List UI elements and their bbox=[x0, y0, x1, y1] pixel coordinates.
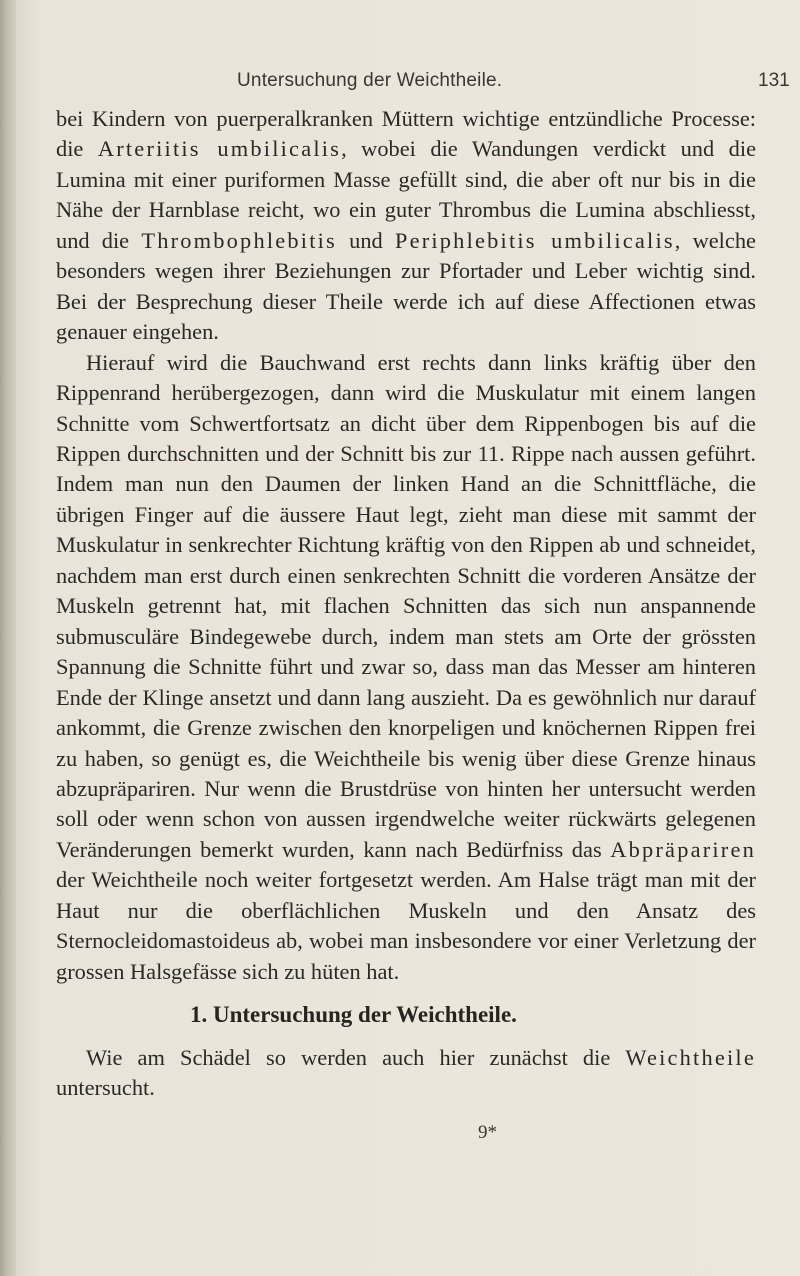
paragraph-1 bbox=[56, 104, 756, 348]
paragraph-2-part-b: der Weichtheile noch weiter fortgesetzt werden. Am Halse trägt man mit der Haut nur die oberflächlichen Muskeln und den Ansatz des Sternocleidomastoideus ab, wobei man insbesondere vor einer Verletzung der grossen Halsgefässe sich zu hüten hat. bbox=[56, 867, 756, 984]
signature-mark: 9* bbox=[478, 1122, 497, 1143]
section-paragraph-text bbox=[56, 1043, 756, 1103]
paragraph-1-part-d: , welche besonders wegen ihrer Beziehungen zur Pfortader und Leber wichtig sind. Bei der Besprechung dieser Theile werde ich auf diese Affectionen etwas genauer eingehen. bbox=[56, 227, 756, 345]
term-arteriitis-umbilicalis: Arteriitis umbilicalis bbox=[97, 136, 342, 162]
paragraph-1-part-c: und bbox=[336, 227, 395, 253]
paragraph-1-part-a: bei Kindern von puerperalkranken Müttern wichtige entzündliche Processe: die bbox=[56, 106, 756, 162]
paragraph-1-part-b: , wobei die Wandungen verdickt und die Lumina mit einer puriformen Masse gefüllt sind, die aber oft nur bis in die Nähe der Harnblase reicht, wo ein guter Thrombus die Lumina abschliesst, und die bbox=[56, 136, 757, 253]
paragraph-2 bbox=[56, 348, 756, 988]
body-text bbox=[56, 104, 756, 987]
term-abpraepariren: Abpräpariren bbox=[610, 836, 756, 862]
term-weichtheile: Weichtheile bbox=[625, 1045, 756, 1070]
paragraph-2-part-a: Hierauf wird die Bauchwand erst rechts dann links kräftig über den Rippenrand herübergezogen, dann wird die Muskulatur mit einem langen Schnitte vom Schwertfortsatz an dicht über dem Rippenbogen bis auf die Rippen durchschnitten und der Schnitt bis zur 11. Rippe nach aussen geführt. Indem man nun den Daumen der linken Hand an die Schnittfläche, die übrigen Finger auf die äussere Haut legt, zieht man diese mit sammt der Muskulatur in senkrechter Richtung kräftig von den Rippen ab und schneidet, nachdem man erst durch einen senkrechten Schnitt die vorderen Ansätze der Muskeln getrennt hat, mit flachen Schnitten das sich nun anspannende submusculäre Bindegewebe durch, indem man stets am Orte der grössten Spannung die Schnitte führt und zwar so, dass man das Messer am hinteren Ende der Klinge ansetzt und dann lang auszieht. Da es gewöhnlich nur darauf ankommt, die Grenze zwischen den knorpeligen und knöchernen Rippen frei zu haben, so genügt es, die Weichtheile bis wenig über diese Grenze hinaus abzupräpariren. Nur wenn die Brustdrüse von hinten her untersucht werden soll oder wenn schon von aussen irgendwelche weiter rückwärts gelegenen Veränderungen bemerkt wurden, kann nach Bedürfniss das bbox=[56, 349, 756, 862]
section-paragraph bbox=[56, 1043, 756, 1103]
term-periphlebitis-umbilicalis: Periphlebitis umbilicalis bbox=[394, 227, 675, 253]
page-header bbox=[0, 70, 800, 98]
page-number: 131 bbox=[758, 70, 790, 91]
section-text-part-b: untersucht. bbox=[56, 1075, 155, 1100]
section-text-part-a: Wie am Schädel so werden auch hier zunächst die bbox=[86, 1045, 626, 1070]
term-thrombophlebitis: Thrombophlebitis bbox=[141, 227, 337, 253]
section-heading: 1. Untersuchung der Weichtheile. bbox=[190, 1002, 517, 1027]
book-gutter-shadow bbox=[0, 0, 16, 1276]
running-head: Untersuchung der Weichtheile. bbox=[237, 70, 503, 91]
